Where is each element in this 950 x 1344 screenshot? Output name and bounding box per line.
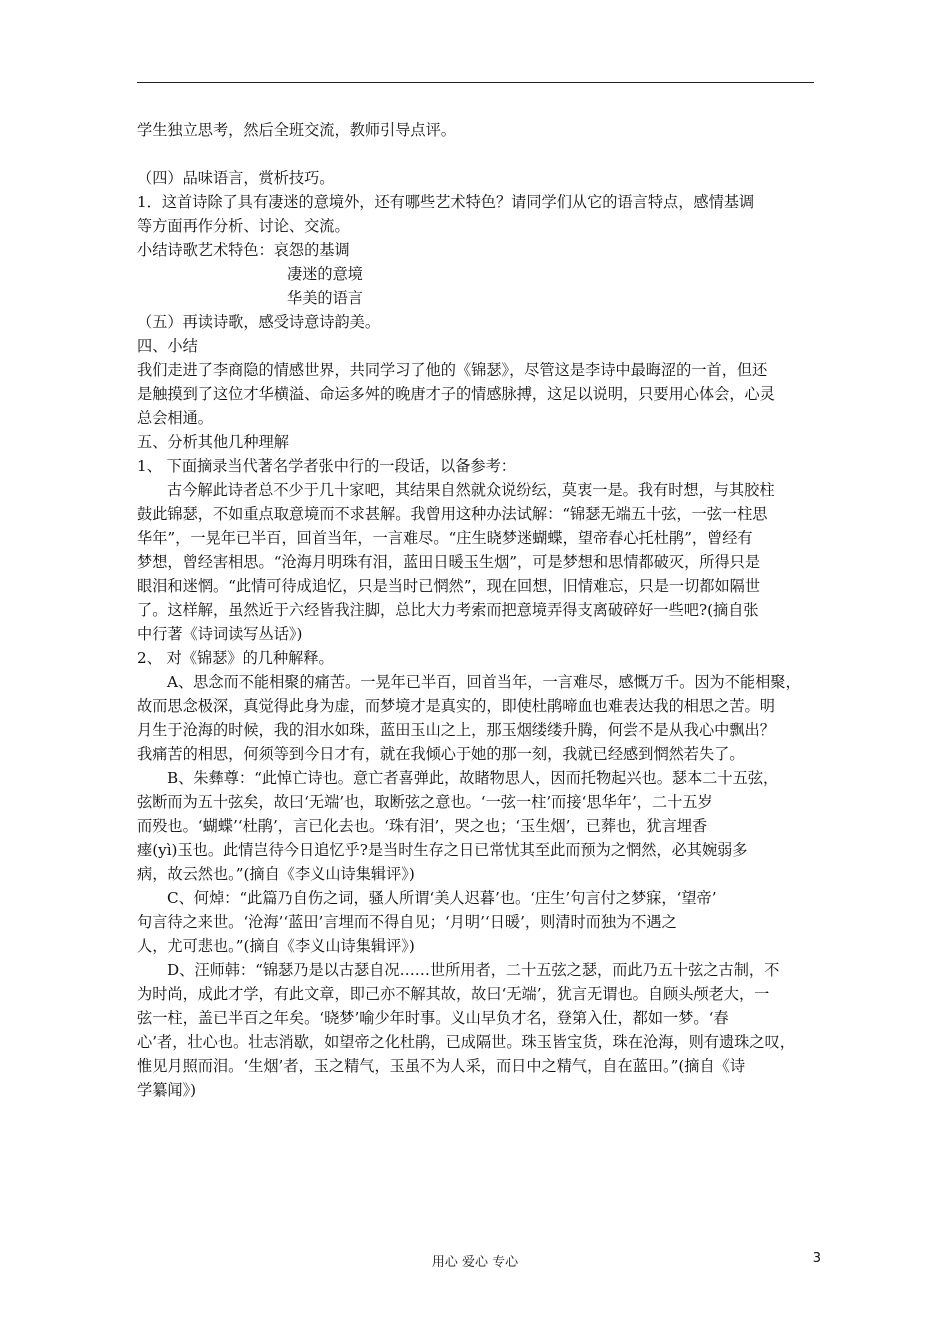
interpretation-b-line: B、朱彝尊：“此悼亡诗也。意亡者喜弹此，故睹物思人，因而托物起兴也。瑟本二十五弦， [167,769,779,787]
quote-line: 古今解此诗者总不少于几十家吧，其结果自然就众说纷纭，莫衷一是。我有时想，与其胶柱 [167,481,775,499]
footer-motto: 用心 爱心 专心 [431,1255,519,1270]
interpretation-c-line: 句言待之来世。‘沧海’‘蓝田’言埋而不得自见；‘月明’‘日暖’，则清时而独为不遇之 [137,913,677,931]
interpretation-d-line: 惟见月照而泪。‘生烟’者，玉之精气，玉虽不为人采，而日中之精气，自在蓝田。”(摘自《诗 [137,1057,746,1075]
section-heading-conclusion: 四、小结 [137,337,198,355]
interpretation-a-line: 月生于沧海的时候，我的泪水如珠，蓝田玉山之上，那玉烟缕缕升腾，何尝不是从我心中飘出？ [137,721,775,739]
quote-line: 鼓此锦瑟，不如重点取意境而不求甚解。我曾用这种办法试解：“锦瑟无端五十弦，一弦一柱思 [137,505,768,523]
conclusion-line: 是触摸到了这位才华横溢、命运多舛的晚唐才子的情感脉搏，这足以说明，只要用心体会，心灵 [137,385,775,403]
quote-line: 眼泪和迷惘。“此情可待成追忆，只是当时已惘然”，现在回想，旧情难忘，只是一切都如隔世 [137,577,761,595]
summary-item: 华美的语言 [287,289,363,307]
quote-line: 了。这样解，虽然近于六经皆我注脚，总比大力考索而把意境弄得支离破碎好一些吧?(摘自张 [137,601,759,619]
list-item-1: 1、 下面摘录当代著名学者张中行的一段话，以备参考： [137,457,516,475]
summary-label: 小结诗歌艺术特色： [137,241,274,259]
interpretation-a-line: A、思念而不能相聚的痛苦。一晃年已半百，回首当年，一言难尽，感慨万千。因为不能相聚， [167,673,801,691]
interpretation-b-line: 瘗(yì)玉也。此情岂待今日追忆乎?是当时生存之日已常忧其至此而预为之惘然，必其婉弱多 [137,841,748,859]
question-1-line-1: 1．这首诗除了具有凄迷的意境外，还有哪些艺术特色？请同学们从它的语言特点，感情基调 [137,193,755,211]
interpretation-d-line: 心’者，壮心也。壮志消歇，如望帝之化杜鹃，已成隔世。珠玉皆宝货，珠在沧海，则有遗珠之叹， [137,1033,795,1051]
interpretation-d-line: D、汪师韩：“锦瑟乃是以古瑟自况……世所用者，二十五弦之瑟，而此乃五十弦之古制，不 [167,961,780,979]
question-1-line-2: 等方面再作分析、讨论、交流。 [137,217,350,235]
conclusion-line: 我们走进了李商隐的情感世界，共同学习了他的《锦瑟》，尽管这是李诗中最晦涩的一首，但还 [137,361,768,379]
quote-line: 梦想，曾经害相思。“沧海月明珠有泪，蓝田日暖玉生烟”，可是梦想和思情都破灭，所得只是 [137,553,761,571]
interpretation-c-line: 人，尤可悲也。”(摘自《李义山诗集辑评》) [137,937,415,955]
summary-item: 哀怨的基调 [273,241,350,259]
interpretation-a-line: 我痛苦的相思，何须等到今日才有，就在我倾心于她的那一刻，我就已经感到惘然若失了。 [137,745,745,763]
conclusion-line: 总会相通。 [137,409,213,427]
list-item-2: 2、 对《锦瑟》的几种解释。 [137,649,334,667]
paragraph-intro: 学生独立思考，然后全班交流，教师引导点评。 [137,121,456,139]
interpretation-b-line: 而殁也。‘蝴蝶’‘杜鹃’，言已化去也。‘珠有泪’，哭之也；‘玉生烟’，已葬也，犹言埋香 [137,817,708,835]
summary-first-row [137,238,827,262]
header-rule [137,82,814,83]
page-number: 3 [812,1251,821,1266]
interpretation-b-line: 病，故云然也。”(摘自《李义山诗集辑评》) [137,865,415,883]
interpretation-a-line: 故而思念极深，真觉得此身为虚，而梦境才是真实的，即使杜鹃啼血也难表达我的相思之苦。明 [137,697,775,715]
interpretation-d-line: 学纂闻》) [137,1081,197,1099]
section-heading-other: 五、分析其他几种理解 [137,433,289,451]
quote-line: 中行著《诗词读写丛话》) [137,625,303,643]
section-heading-4: （四）品味语言，赏析技巧。 [137,169,335,187]
document-body [137,118,827,1102]
summary-item: 凄迷的意境 [287,265,363,283]
section-heading-5: （五）再读诗歌，感受诗意诗韵美。 [137,313,380,331]
interpretation-c-line: C、何焯：“此篇乃自伤之词，骚人所谓‘美人迟暮’也。‘庄生’句言付之梦寐，‘望帝’ [167,889,717,907]
interpretation-d-line: 为时尚，成此才学，有此文章，即己亦不解其故，故曰‘无端’，犹言无谓也。自顾头颅老大，一 [137,985,770,1003]
interpretation-b-line: 弦断而为五十弦矣，故曰‘无端’也，取断弦之意也。‘一弦一柱’而接‘思华年’，二十五岁 [137,793,713,811]
quote-line: 华年”，一晃年已半百，回首当年，一言难尽。“庄生晓梦迷蝴蝶，望帝春心托杜鹃”，曾经有 [137,529,753,547]
interpretation-d-line: 弦一柱，盖已半百之年矣。‘晓梦’喻少年时事。义山早负才名，登第入仕，都如一梦。‘春 [137,1009,729,1027]
